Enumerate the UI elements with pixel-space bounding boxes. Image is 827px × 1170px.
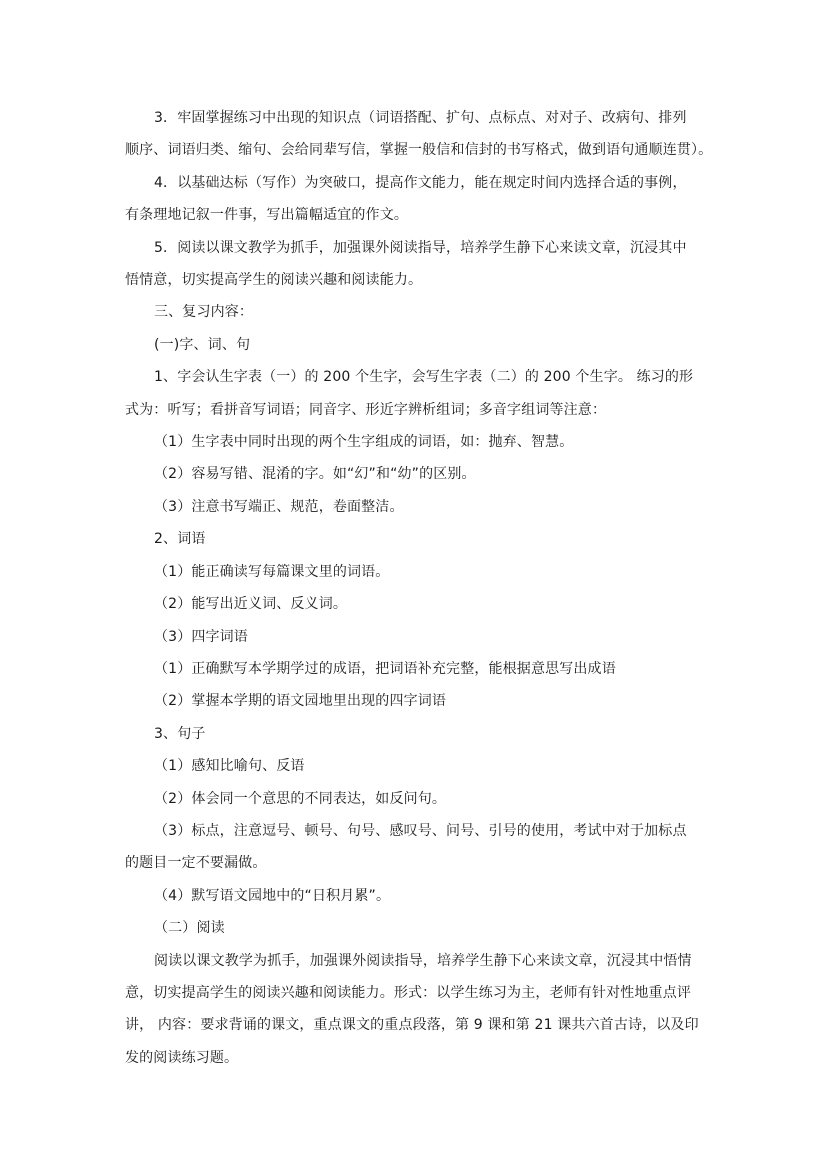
text-line: 悟情意，切实提高学生的阅读兴趣和阅读能力。 [125,272,423,289]
text-line: 5．阅读以课文教学为抓手，加强课外阅读指导，培养学生静下心来读文章，沉浸其中 [154,239,687,256]
list-item: （1）正确默写本学期学过的成语，把词语补充完整，能根据意思写出成语 [154,660,616,677]
text-line: 有条理地记叙一件事，写出篇幅适宜的作文。 [125,207,408,224]
paragraph-objective-4 [125,167,705,232]
list-item: （2）能写出近义词、反义词。 [154,596,348,613]
document-body [125,102,713,1074]
list-item: （1）能正确读写每篇课文里的词语。 [154,563,390,580]
paragraph-characters [125,361,705,426]
paragraph-objective-5 [125,232,705,297]
text-line: 阅读以课文教学为抓手，加强课外阅读指导，培养学生静下心来读文章，沉浸其中悟情 [154,952,692,969]
text-line: 的题目一定不要漏做。 [125,855,267,872]
text-line: 3．牢固掌握练习中出现的知识点（词语搭配、扩句、点标点、对对子、改病句、排列 [154,110,687,126]
list-item: （3）注意书写端正、规范，卷面整洁。 [154,498,404,515]
list-item: （3）四字词语 [154,628,248,645]
list-item: （4）默写语文园地中的“日积月累”。 [154,887,391,904]
paragraph-objective-3 [125,102,713,167]
text-line: 式为：听写；看拼音写词语；同音字、形近字辨析组词；多音字组词等注意： [125,401,607,418]
list-item-punctuation [125,815,705,880]
list-item: （2）掌握本学期的语文园地里出现的四字词语 [154,693,447,710]
subsection-heading-characters: (一)字、词、句 [154,336,251,353]
text-line: 讲， 内容：要求背诵的课文，重点课文的重点段落，第 9 课和第 21 课共六首古诗，以及印 [125,1017,699,1034]
list-item: （2）容易写错、混淆的字。如“幻”和“幼”的区别。 [154,466,476,483]
text-line: （3）标点，注意逗号、顿号、句号、感叹号、问号、引号的使用，考试中对于加标点 [154,822,687,839]
text-line: 意，切实提高学生的阅读兴趣和阅读能力。形式：以学生练习为主，老师有针对性地重点评 [125,984,691,1001]
list-item: （1）感知比喻句、反语 [154,758,305,775]
subsection-heading-reading: （二）阅读 [154,920,225,937]
text-line: 4．以基础达标（写作）为突破口，提高作文能力，能在规定时间内选择合适的事例， [154,174,687,191]
section-heading-review-content: 三、复习内容： [154,304,254,321]
text-line: 发的阅读练习题。 [125,1049,239,1066]
subsection-heading-sentences: 3、句子 [154,725,206,742]
list-item: （1）生字表中同时出现的两个生字组成的词语，如：抛弃、智慧。 [154,434,574,451]
paragraph-reading [125,945,705,1075]
list-item: （2）体会同一个意思的不同表达，如反问句。 [154,790,447,807]
subsection-heading-words: 2、词语 [154,531,206,548]
text-line: 顺序、词语归类、缩句、会给同辈写信，掌握一般信和信封的书写格式，做到语句通顺连贯）。 [125,142,713,159]
text-line: 1、字会认生字表（一）的 200 个生字，会写生字表（二）的 200 个生字。 练习的形 [154,369,694,386]
